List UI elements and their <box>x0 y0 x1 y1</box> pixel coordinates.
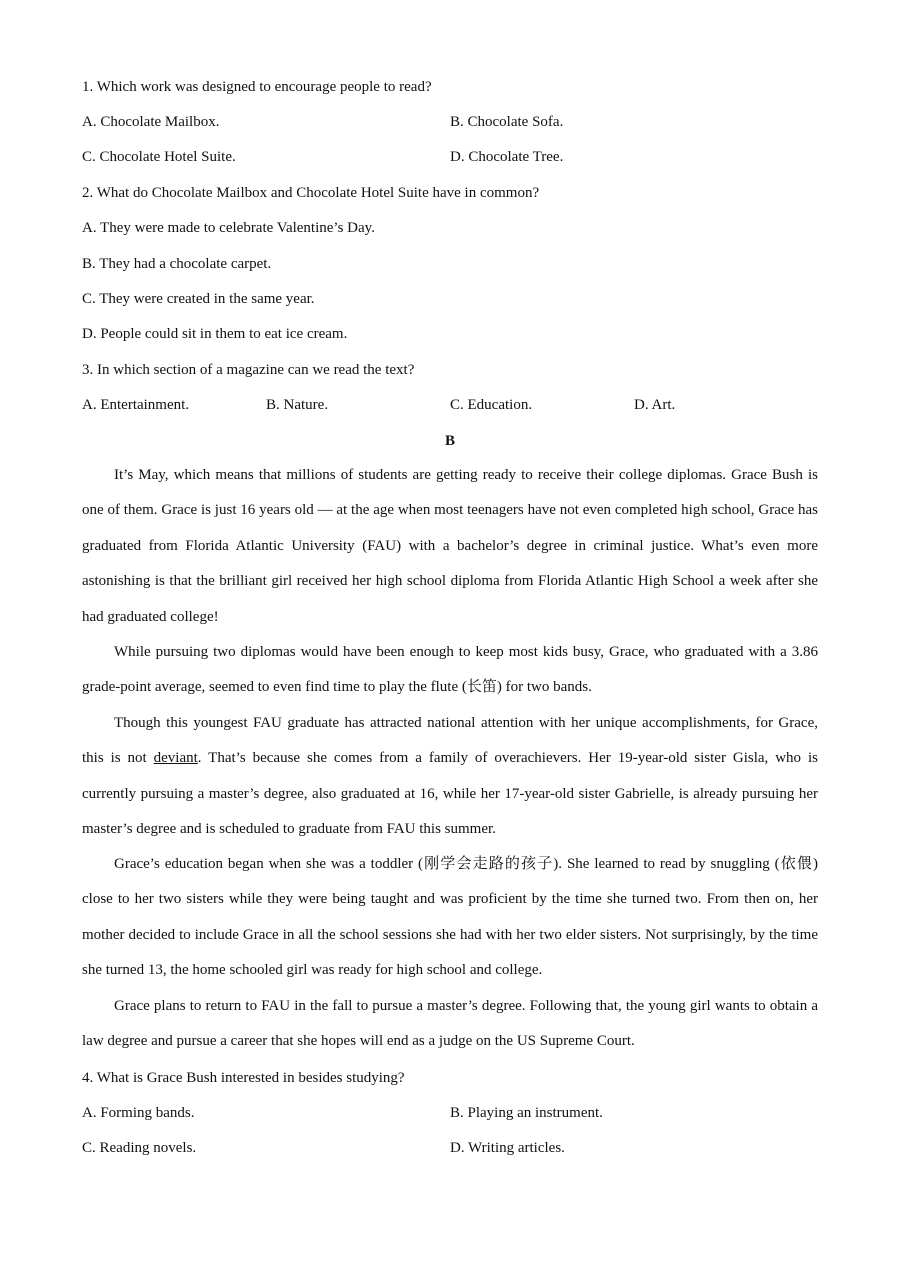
passage-paragraph-4: Grace’s education began when she was a toddler (刚学会走路的孩子). She learned to read by snuggling (依偎) close to her two sisters while they were being taught and was proficient by the time she turned two. From then on, her mother decided to include Grace in all the school sessions she had with her two elder sisters. Not surprisingly, by the time she turned 13, the home schooled girl was ready for high school and college. <box>82 856 818 979</box>
question-2-option-d: D. People could sit in them to eat ice cream. <box>82 326 348 342</box>
underlined-word: deviant <box>153 750 198 767</box>
question-1-option-a: A. Chocolate Mailbox. <box>82 114 220 130</box>
question-3-option-a: A. Entertainment. <box>82 397 190 413</box>
question-3-option-c: C. Education. <box>450 397 533 413</box>
question-2-option-b: B. They had a chocolate carpet. <box>82 256 272 272</box>
question-4-option-a: A. Forming bands. <box>82 1105 195 1121</box>
question-4-option-b: B. Playing an instrument. <box>450 1105 603 1121</box>
question-2-stem: 2. What do Chocolate Mailbox and Chocolate Hotel Suite have in common? <box>82 185 540 201</box>
question-3-option-d: D. Art. <box>634 397 676 413</box>
question-2-option-c: C. They were created in the same year. <box>82 291 315 307</box>
question-1-option-d: D. Chocolate Tree. <box>450 149 564 165</box>
question-1-option-b: B. Chocolate Sofa. <box>450 114 564 130</box>
paragraph-3-text-start: Though this youngest FAU graduate has attracted national attention with her unique accomplishments, for Grace, this is not <box>82 715 818 767</box>
question-4-option-d: D. Writing articles. <box>450 1140 565 1156</box>
section-b-heading: B <box>444 433 455 449</box>
passage-paragraph-2: While pursuing two diplomas would have been enough to keep most kids busy, Grace, who graduated with a 3.86 grade-point average, seemed to even find time to play the flute (长笛) for two bands. <box>82 644 818 696</box>
question-3-option-b: B. Nature. <box>266 397 329 413</box>
passage-paragraph-3 <box>82 706 818 848</box>
question-1-stem: 1. Which work was designed to encourage people to read? <box>82 79 432 95</box>
paragraph-3-text-end: . That’s because she comes from a family of overachievers. Her 19-year-old sister Gisla, who is currently pursuing a master’s degree, also graduated at 16, while her 17-year-old sister Gabrielle, is already pursuing her master’s degree and is scheduled to graduate from FAU this summer. <box>82 750 818 838</box>
passage-paragraph-5: Grace plans to return to FAU in the fall to pursue a master’s degree. Following that, the young girl wants to obtain a law degree and pursue a career that she hopes will end as a judge on the US Supreme Court. <box>82 998 818 1050</box>
question-3-stem: 3. In which section of a magazine can we read the text? <box>82 362 415 378</box>
question-4-stem: 4. What is Grace Bush interested in besides studying? <box>82 1070 405 1086</box>
question-1-option-c: C. Chocolate Hotel Suite. <box>82 149 236 165</box>
passage-paragraph-1: It’s May, which means that millions of students are getting ready to receive their college diplomas. Grace Bush is one of them. Grace is just 16 years old — at the age when most teenagers have not even completed high school, Grace has graduated from Florida Atlantic University (FAU) with a bachelor’s degree in criminal justice. What’s even more astonishing is that the brilliant girl received her high school diploma from Florida Atlantic High School a week after she had graduated college! <box>82 467 818 625</box>
question-4-option-c: C. Reading novels. <box>82 1140 197 1156</box>
question-2-option-a: A. They were made to celebrate Valentine’s Day. <box>82 220 375 236</box>
